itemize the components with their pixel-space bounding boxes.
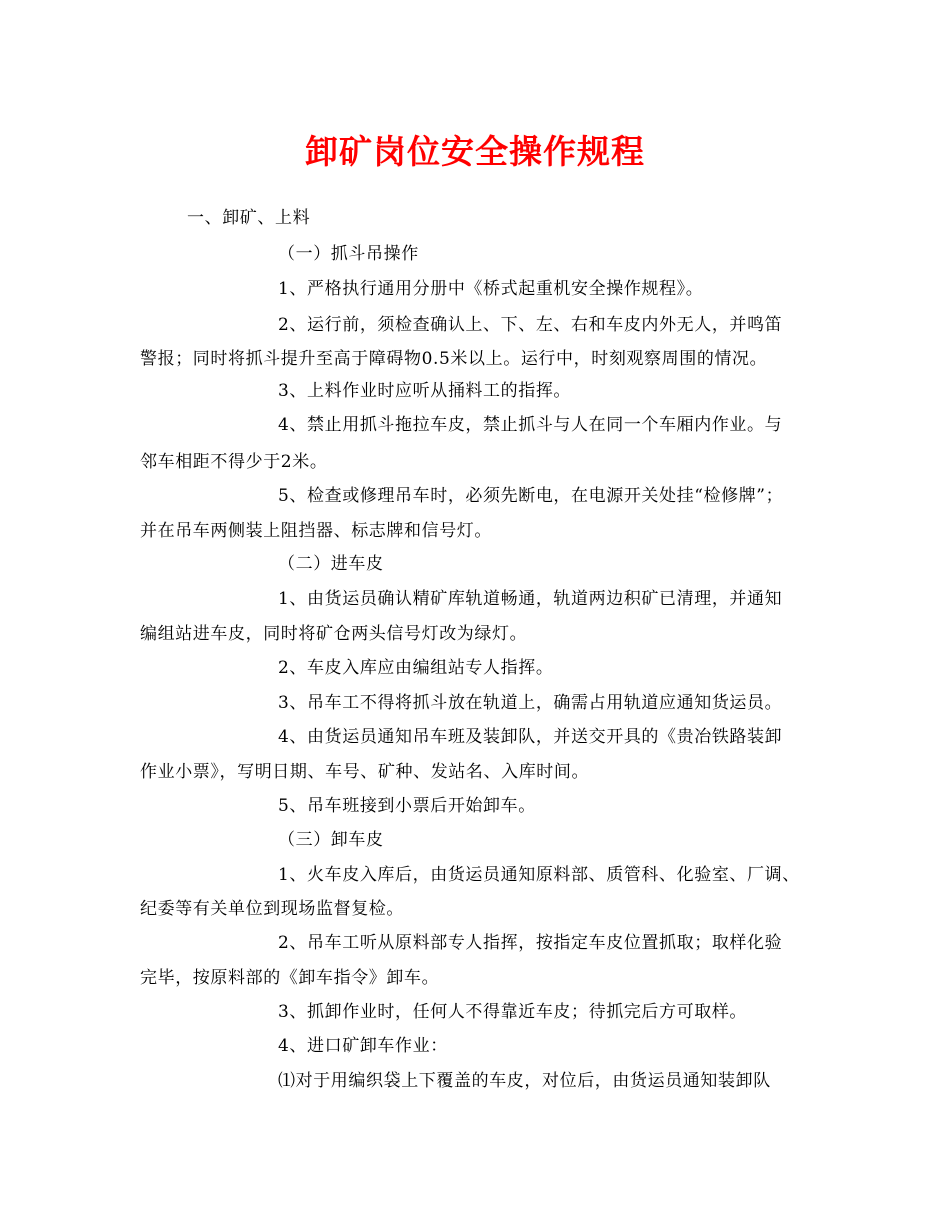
paragraph-line: 2、吊车工听从原料部专人指挥，按指定车皮位置抓取；取样化验 bbox=[278, 933, 783, 953]
paragraph-line: 1、严格执行通用分册中《桥式起重机安全操作规程》。 bbox=[278, 279, 704, 299]
paragraph-line: 2、车皮入库应由编组站专人指挥。 bbox=[278, 658, 554, 678]
paragraph-line: 4、进口矿卸车作业： bbox=[278, 1036, 448, 1056]
paragraph-line: 纪委等有关单位到现场监督复检。 bbox=[140, 899, 404, 919]
paragraph-line: 警报；同时将抓斗提升至高于障碍物0.5米以上。运行中，时刻观察周围的情况。 bbox=[140, 349, 768, 369]
section-heading: 一、卸矿、上料 bbox=[187, 208, 311, 228]
paragraph-line: 作业小票》，写明日期、车号、矿种、发站名、入库时间。 bbox=[140, 762, 590, 782]
document-title: 卸矿岗位安全操作规程 bbox=[305, 132, 645, 171]
paragraph-line: 2、运行前，须检查确认上、下、左、右和车皮内外无人，并鸣笛 bbox=[278, 315, 783, 335]
paragraph-line: 4、禁止用抓斗拖拉车皮，禁止抓斗与人在同一个车厢内作业。与 bbox=[278, 415, 783, 435]
paragraph-line: 4、由货运员通知吊车班及装卸队，并送交开具的《贵冶铁路装卸 bbox=[278, 727, 783, 747]
paragraph-line: 1、由货运员确认精矿库轨道畅通，轨道两边积矿已清理，并通知 bbox=[278, 589, 783, 609]
paragraph-line: 1、火车皮入库后，由货运员通知原料部、质管科、化验室、厂调、 bbox=[278, 865, 800, 885]
subsection-heading: （三）卸车皮 bbox=[278, 830, 384, 850]
paragraph-line: 3、抓卸作业时，任何人不得靠近车皮；待抓完后方可取样。 bbox=[278, 1002, 748, 1022]
subsection-heading: （二）进车皮 bbox=[278, 554, 384, 574]
paragraph-line: 5、吊车班接到小票后开始卸车。 bbox=[278, 796, 536, 816]
paragraph-line: 邻车相距不得少于2米。 bbox=[140, 452, 328, 472]
paragraph-line: 3、吊车工不得将抓斗放在轨道上，确需占用轨道应通知货运员。 bbox=[278, 693, 783, 713]
paragraph-line: 编组站进车皮，同时将矿仓两头信号灯改为绿灯。 bbox=[140, 624, 528, 644]
paragraph-line: ⑴对于用编织袋上下覆盖的车皮，对位后，由货运员通知装卸队 bbox=[278, 1071, 771, 1091]
paragraph-line: 3、上料作业时应听从捅料工的指挥。 bbox=[278, 381, 572, 401]
paragraph-line: 并在吊车两侧装上阻挡器、标志牌和信号灯。 bbox=[140, 521, 492, 541]
paragraph-line: 5、检查或修理吊车时，必须先断电，在电源开关处挂“检修牌”； bbox=[278, 486, 784, 506]
subsection-heading: （一）抓斗吊操作 bbox=[278, 244, 419, 264]
paragraph-line: 完毕，按原料部的《卸车指令》卸车。 bbox=[140, 968, 440, 988]
